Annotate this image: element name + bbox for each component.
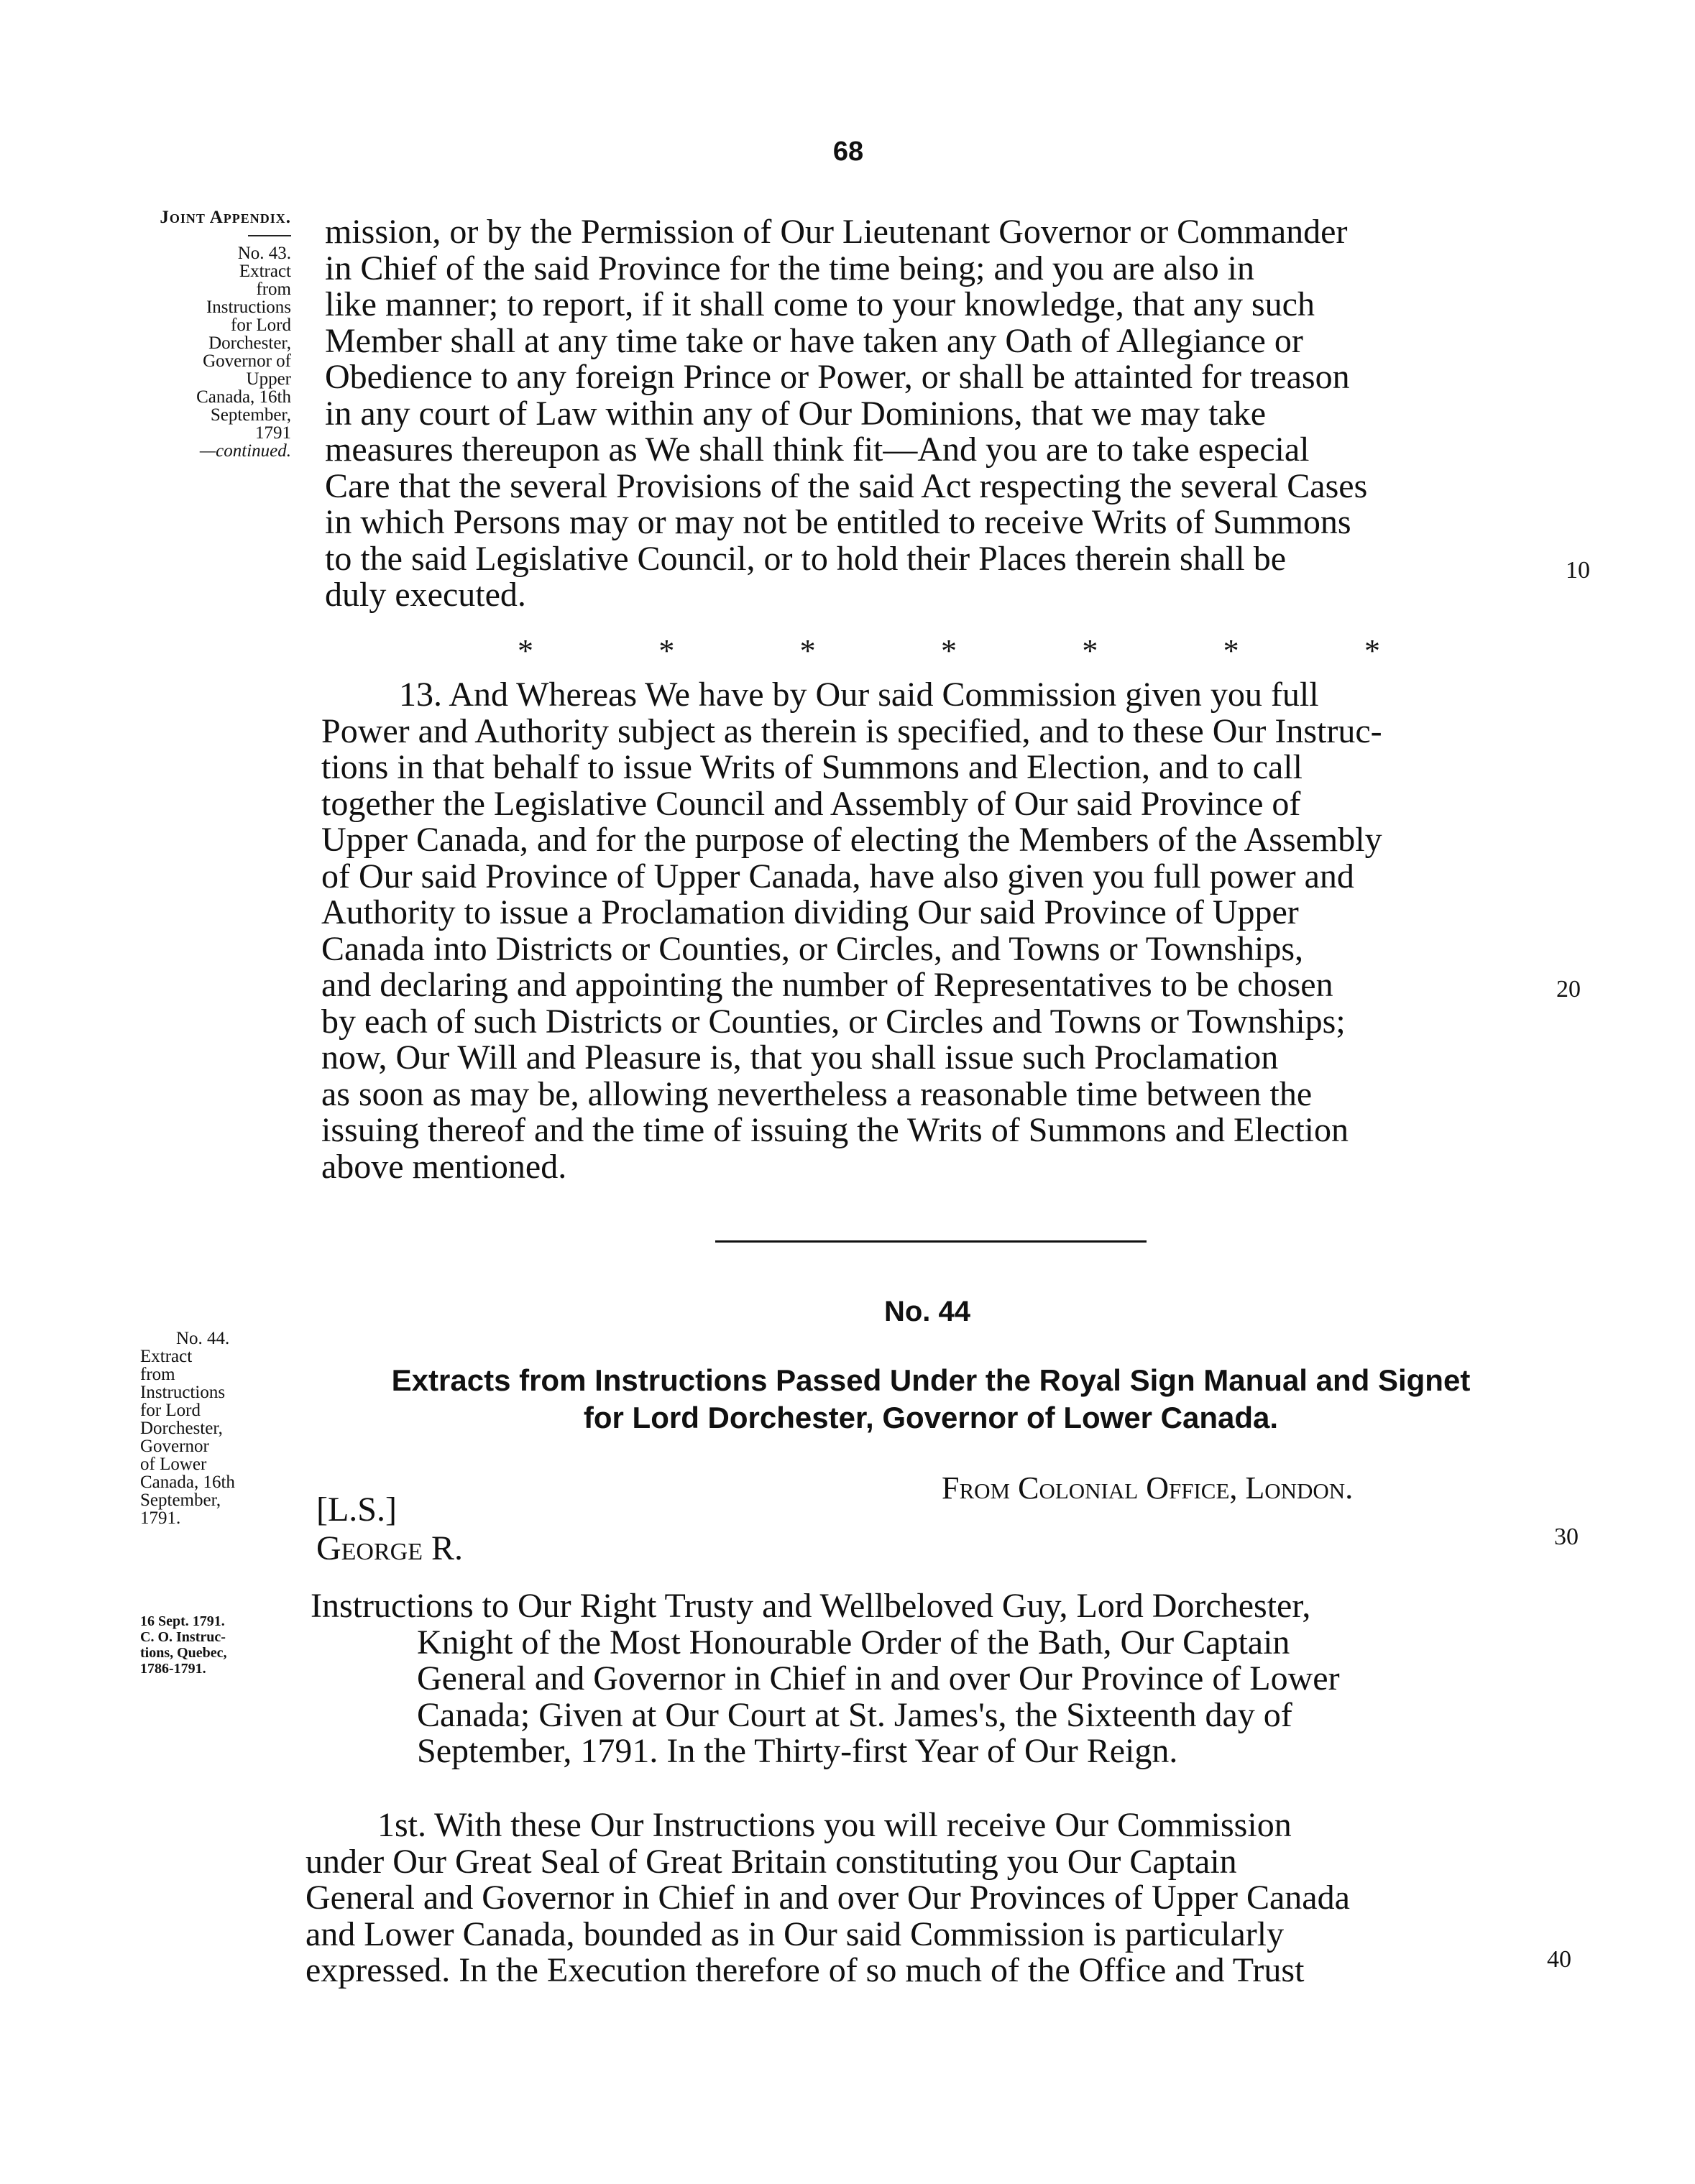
text-line: in any court of Law within any of Our Dominions, that we may take [325,394,1267,433]
asterisk: * [1082,633,1098,668]
margin-rule [248,235,291,236]
text-line: Canada into Districts or Counties, or Circles, and Towns or Townships, [321,929,1304,968]
text-line: above mentioned. [321,1147,567,1186]
line-number-20: 20 [1556,976,1581,1003]
text-line: to the said Legislative Council, or to hold their Places therein shall be [325,539,1287,578]
line-number-10: 10 [1566,557,1590,584]
text-line: Canada; Given at Our Court at St. James's, the Sixteenth day of [417,1695,1292,1734]
text-line: 1st. With these Our Instructions you will receive Our Commission [377,1806,1292,1844]
margin-line: from [140,1365,175,1384]
from-colonial-office: From Colonial Office, London. [942,1470,1354,1506]
text-line: Authority to issue a Proclamation dividing Our said Province of Upper [321,893,1299,931]
asterisk: * [658,633,675,668]
margin-line: September, [210,405,291,425]
margin-line: for Lord [231,315,291,335]
text-line: Member shall at any time take or have taken any Oath of Allegiance or [325,321,1303,360]
text-line: 13. And Whereas We have by Our said Commission given you full [399,676,1319,714]
margin-line: tions, Quebec, [140,1645,227,1661]
text-line: issuing thereof and the time of issuing the Writs of Summons and Election [321,1111,1349,1149]
margin-line: 1791 [255,423,291,443]
instructions-intro [311,1588,1340,1770]
margin-line: Governor of [203,351,291,371]
text-line: in Chief of the said Province for the time being; and you are also in [325,249,1254,287]
text-line: as soon as may be, allowing nevertheless a reasonable time between the [321,1074,1313,1113]
royal-signature: George R. [316,1529,464,1567]
document-number: No. 44 [883,1296,971,1327]
text-line: General and Governor in Chief in and over Our Provinces of Upper Canada [306,1879,1350,1917]
margin-line: Canada, 16th [196,387,291,407]
document-title [309,1362,1553,1437]
text-line: Power and Authority subject as therein is specified, and to these Our Instruc- [321,711,1382,750]
title-line: for Lord Dorchester, Governor of Lower Canada. [583,1401,1279,1434]
text-line: tions in that behalf to issue Writs of Summons and Election, and to call [321,748,1303,786]
text-line: Knight of the Most Honourable Order of the Bath, Our Captain [417,1623,1290,1662]
text-line: and declaring and appointing the number of Representatives to be chosen [321,966,1333,1004]
text-line: together the Legislative Council and Assembly of Our said Province of [321,784,1301,823]
paragraph-1st [306,1807,1350,1989]
text-line: of Our said Province of Upper Canada, have also given you full power and [321,857,1354,895]
line-number-30: 30 [1554,1524,1579,1550]
asterisk: * [1223,633,1239,668]
margin-line: 1791. [140,1508,181,1528]
paragraph-13 [321,677,1382,1185]
margin-continued: —continued. [199,441,291,461]
text-line: Obedience to any foreign Prince or Power, or shall be attainted for treason [325,358,1350,396]
margin-line: Canada, 16th [140,1473,235,1492]
title-line: Extracts from Instructions Passed Under the Royal Sign Manual and Signet [391,1363,1471,1397]
margin-line: September, [140,1490,221,1510]
margin-line: C. O. Instruc- [140,1629,226,1645]
text-line: measures thereupon as We shall think fit—And you are to take especial [325,430,1310,469]
text-line: Upper Canada, and for the purpose of electing the Members of the Assembly [321,821,1382,859]
section-divider [715,1240,1147,1243]
margin-line: No. 43. [237,244,291,263]
text-line: like manner; to report, if it shall come to your knowledge, that any such [325,285,1315,323]
text-line: mission, or by the Permission of Our Lieutenant Governor or Commander [325,213,1348,251]
text-line: now, Our Will and Pleasure is, that you shall issue such Proclamation [321,1038,1279,1077]
margin-line: Governor [140,1437,209,1456]
margin-note-no44 [140,1330,306,1527]
margin-heading: Joint Appendix. [160,208,291,227]
margin-line: Dorchester, [140,1419,223,1438]
margin-line: Instructions [140,1383,226,1402]
line-number-40: 40 [1547,1946,1571,1973]
margin-note-no43 [75,208,291,460]
text-line: expressed. In the Execution therefore of so much of the Office and Trust [306,1951,1305,1989]
text-line: Care that the several Provisions of the said Act respecting the several Cases [325,466,1368,505]
top-text-block [325,214,1367,614]
asterisk: * [799,633,816,668]
margin-line: of Lower [140,1455,207,1474]
margin-line: Dorchester, [208,333,291,353]
asterisk: * [1364,633,1380,668]
asterisk-separator [518,632,1380,669]
seal-mark: [L.S.] [316,1490,397,1529]
page-number: 68 [832,137,864,167]
text-line: and Lower Canada, bounded as in Our said Commission is particularly [306,1915,1285,1953]
margin-line: from [256,280,291,299]
margin-line: for Lord [140,1401,201,1420]
asterisk: * [518,633,533,668]
margin-line: Instructions [206,298,291,317]
text-line: by each of such Districts or Counties, or Circles and Towns or Townships; [321,1002,1346,1041]
margin-line: Upper [246,369,291,389]
margin-line: Extract [239,262,291,281]
text-line: Instructions to Our Right Trusty and Wellbeloved Guy, Lord Dorchester, [311,1587,1311,1625]
text-line: September, 1791. In the Thirty-first Year of Our Reign. [417,1732,1178,1770]
text-line: in which Persons may or may not be entitled to receive Writs of Summons [325,503,1351,541]
margin-line: Extract [140,1347,193,1366]
margin-line: 16 Sept. 1791. [140,1613,225,1629]
margin-line: 1786-1791. [140,1661,206,1677]
margin-line: No. 44. [176,1329,230,1348]
margin-note-source [140,1613,306,1677]
text-line: duly executed. [325,576,526,614]
text-line: under Our Great Seal of Great Britain constituting you Our Captain [306,1842,1237,1881]
text-line: General and Governor in Chief in and over Our Province of Lower [417,1659,1340,1697]
asterisk: * [940,633,957,668]
